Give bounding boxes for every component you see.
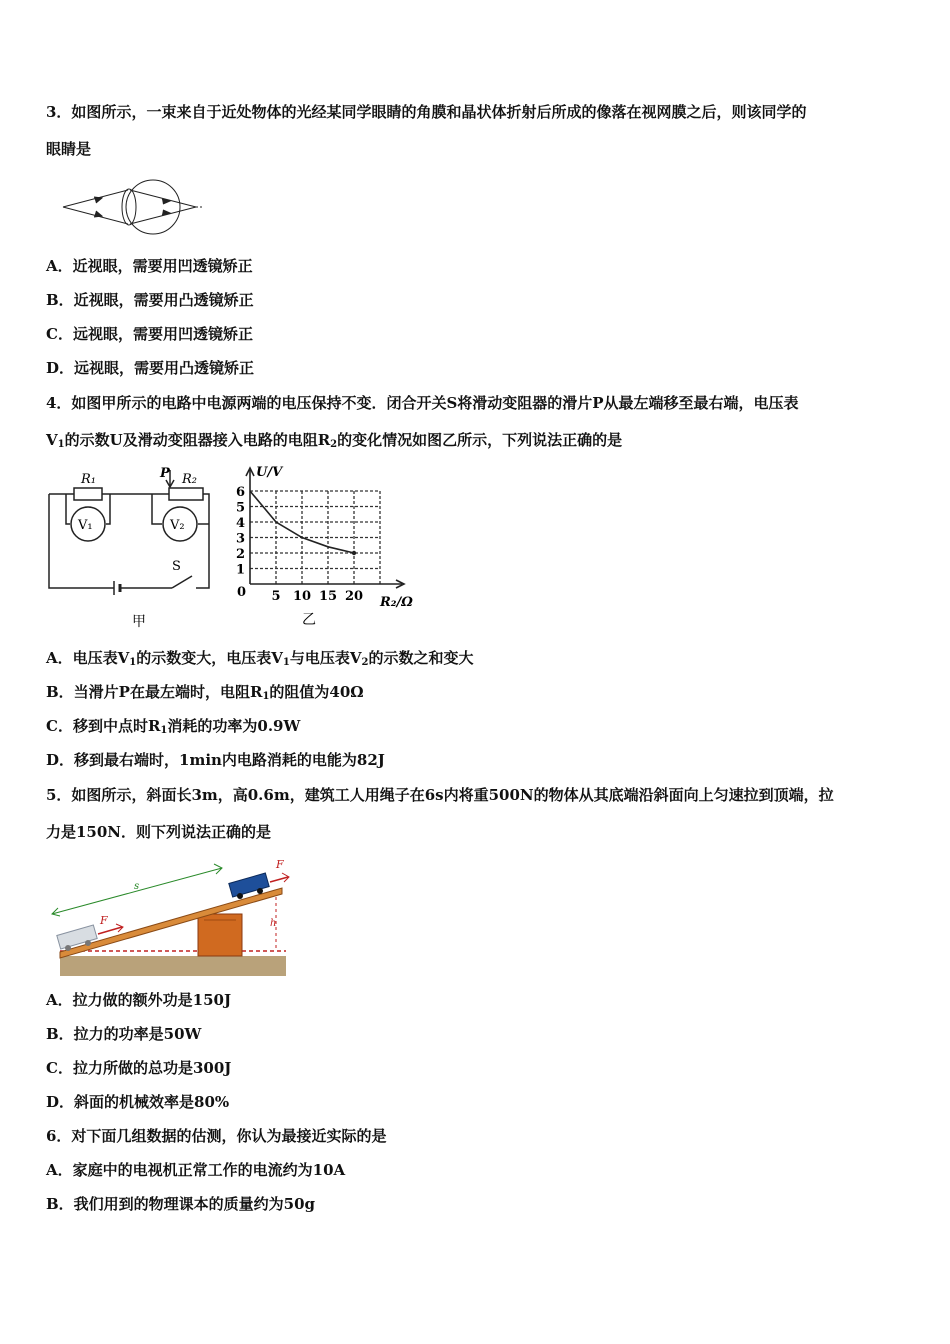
q6-stem: 6．对下面几组数据的估测，你认为最接近实际的是 [46, 1127, 387, 1145]
ray-top-out [130, 190, 196, 207]
q4-option-d: D．移到最右端时，1min内电路消耗的电能为82J [46, 751, 385, 769]
circuit-diagram [44, 466, 229, 631]
q3-option-d: D．远视眼，需要用凸透镜矫正 [46, 359, 255, 377]
eyeball-outline [126, 180, 180, 234]
caption-jia: 甲 [132, 614, 146, 630]
v1-lead-left [66, 494, 70, 524]
q5-option-c: C．拉力所做的总功是300J [46, 1059, 232, 1077]
q4-option-b: B．当滑片P在最左端时，电阻$R_1$的阻值为40Ω [46, 683, 364, 702]
q6-option-a: A．家庭中的电视机正常工作的电流约为10A [46, 1161, 346, 1179]
eye-diagram [58, 176, 208, 236]
force-arrow-bottom [98, 927, 122, 934]
label-v2: V₂ [170, 518, 185, 533]
y-tick-label: 5 [235, 500, 245, 516]
resistor-r2 [169, 488, 203, 500]
y-tick-label: 2 [235, 547, 245, 562]
curve-endpoint [352, 551, 356, 555]
label-r1: R₁ [81, 472, 96, 487]
x-tick-label: 15 [318, 589, 338, 604]
q3-option-a: A．近视眼，需要用凹透镜矫正 [46, 257, 253, 275]
y-tick-label: 3 [235, 531, 245, 547]
ground [60, 956, 286, 976]
q4-option-c: C．移到中点时$R_1$消耗的功率为0.9W [46, 717, 301, 736]
arrow-2 [94, 211, 102, 217]
label-s: s [134, 881, 140, 892]
graph-ylabel: U/V [256, 465, 283, 480]
label-f-bottom: F [100, 914, 108, 927]
incline-plank [60, 888, 282, 958]
graph-xlabel: R₂/Ω [380, 595, 413, 610]
x-tick-label: 10 [292, 589, 312, 604]
x-tick-label: 20 [344, 589, 364, 604]
caption-yi: 乙 [302, 612, 316, 628]
v1-lead-right [106, 494, 110, 524]
q5-option-d: D．斜面的机械效率是80% [46, 1093, 230, 1111]
v2-lead-left [152, 494, 162, 524]
q3-stem-line2: 眼睛是 [46, 140, 92, 158]
q3-option-b: B．近视眼，需要用凸透镜矫正 [46, 291, 254, 309]
q4-stem-line1: 4．如图甲所示的电路中电源两端的电压保持不变．闭合开关S将滑动变阻器的滑片P从最左端移至最右端，电压表 [46, 394, 799, 412]
q5-stem-line1: 5．如图所示，斜面长3m，高0.6m，建筑工人用绳子在6s内将重500N的物体从其底端沿斜面向上匀速拉到顶端，拉 [46, 786, 834, 804]
x-tick-label: 5 [271, 589, 281, 604]
q5-option-a: A．拉力做的额外功是150J [46, 991, 232, 1009]
graph-grid [250, 491, 380, 584]
ray-bottom-out [130, 207, 196, 224]
label-p: P [160, 466, 170, 481]
q4-stem-line2: $V_1$的示数U及滑动变阻器接入电路的电阻$R_2$的变化情况如图乙所示，下列说法正确的是 [46, 431, 623, 450]
label-r2: R₂ [182, 472, 197, 487]
y-tick-label: 4 [235, 516, 245, 531]
graph-origin: 0 [237, 585, 247, 600]
incline-diagram [44, 856, 294, 980]
arrow-1 [94, 197, 102, 203]
resistor-r1 [74, 488, 102, 500]
label-f-top: F [276, 858, 284, 871]
q3-stem-line1: 3．如图所示，一束来自于近处物体的光经某同学眼睛的角膜和晶状体折射后所成的像落在视网膜之后，则该同学的 [46, 103, 807, 121]
q3-option-c: C．远视眼，需要用凹透镜矫正 [46, 325, 253, 343]
q6-option-b: B．我们用到的物理课本的质量约为50g [46, 1195, 316, 1213]
y-tick-label: 6 [235, 485, 245, 500]
wire-right [196, 494, 209, 588]
voltage-resistance-graph [232, 462, 422, 632]
y-tick-label: 1 [235, 562, 245, 578]
q5-option-b: B．拉力的功率是50W [46, 1025, 202, 1043]
label-v1: V₁ [78, 518, 93, 533]
label-s: S [172, 559, 181, 574]
switch-s [172, 576, 192, 588]
q4-option-a: A．电压表$V_1$的示数变大，电压表$V_1$与电压表$V_2$的示数之和变大 [46, 649, 474, 668]
q5-stem-line2: 力是150N．则下列说法正确的是 [46, 823, 272, 841]
label-h: h [270, 918, 277, 929]
